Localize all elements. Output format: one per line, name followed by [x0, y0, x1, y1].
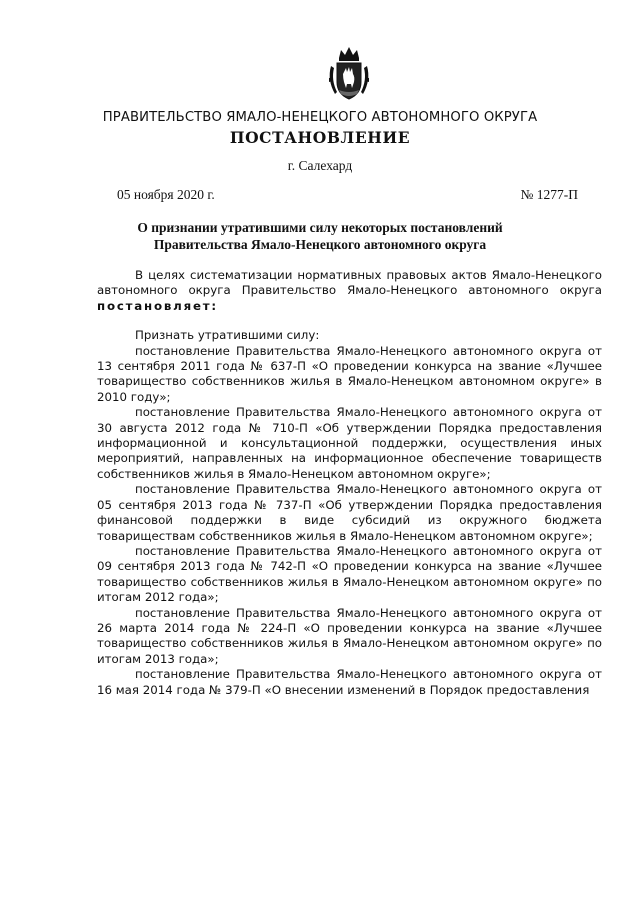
coat-of-arms-emblem: [325, 44, 373, 104]
clauses-intro: Признать утратившими силу:: [135, 328, 320, 343]
title-line-2: Правительства Ямало-Ненецкого автономного округа: [153, 237, 487, 252]
clause-item: постановление Правительства Ямало-Ненецкого автономного округа от 05 сентября 2013 года № 737-П «Об утверждении Порядка предоставления финансовой поддержки в виде субсидий из окружного бюджета товариществам собственников жилья в Ямало-Ненецком автономном округе»;: [97, 482, 602, 543]
clause-item: постановление Правительства Ямало-Ненецкого автономного округа от 30 августа 2012 года № 710-П «Об утверждении Порядка предоставления информационной и консультационной поддержки, осуществления иных мероприятий, направленных на информационное обеспечение товариществ собственников жилья в Ямало-Ненецком автономном округе»;: [97, 405, 602, 481]
preamble-text: В целях систематизации нормативных правовых актов Ямало-Ненецкого автономного округа Правительство Ямало-Ненецкого автономного округа: [97, 268, 602, 298]
document-type: ПОСТАНОВЛЕНИЕ: [229, 128, 411, 147]
document-body: [97, 268, 602, 698]
city: г. Салехард: [287, 158, 353, 173]
decree-word: постановляет:: [97, 298, 218, 313]
clause-item: постановление Правительства Ямало-Ненецкого автономного округа от 09 сентября 2013 года № 742-П «О проведении конкурса на звание «Лучшее товарищество собственников жилья в Ямало-Ненецком автономном округе» по итогам 2012 года»;: [97, 543, 602, 605]
clause-item: постановление Правительства Ямало-Ненецкого автономного округа от 26 марта 2014 года № 224-П «О проведении конкурса на звание «Лучшее товарищество собственников жилья в Ямало-Ненецком автономном округе» по итогам 2013 года»;: [97, 605, 602, 666]
title-line-1: О признании утратившими силу некоторых постановлений: [137, 220, 503, 235]
document-date: 05 ноября 2020 г.: [117, 187, 215, 202]
document-title: [0, 219, 640, 253]
preamble-paragraph: [97, 268, 602, 314]
government-name: ПРАВИТЕЛЬСТВО ЯМАЛО-НЕНЕЦКОГО АВТОНОМНОГО ОКРУГА: [102, 110, 538, 125]
clause-item: постановление Правительства Ямало-Ненецкого автономного округа от 16 мая 2014 года № 379-П «О внесении изменений в Порядок предоставления: [97, 667, 602, 697]
clause-item: постановление Правительства Ямало-Ненецкого автономного округа от 13 сентября 2011 года № 637-П «О проведении конкурса на звание «Лучшее товарищество собственников жилья в Ямало-Ненецком автономном округе» в 2010 году»;: [97, 343, 602, 404]
document-number: № 1277-П: [520, 187, 578, 202]
